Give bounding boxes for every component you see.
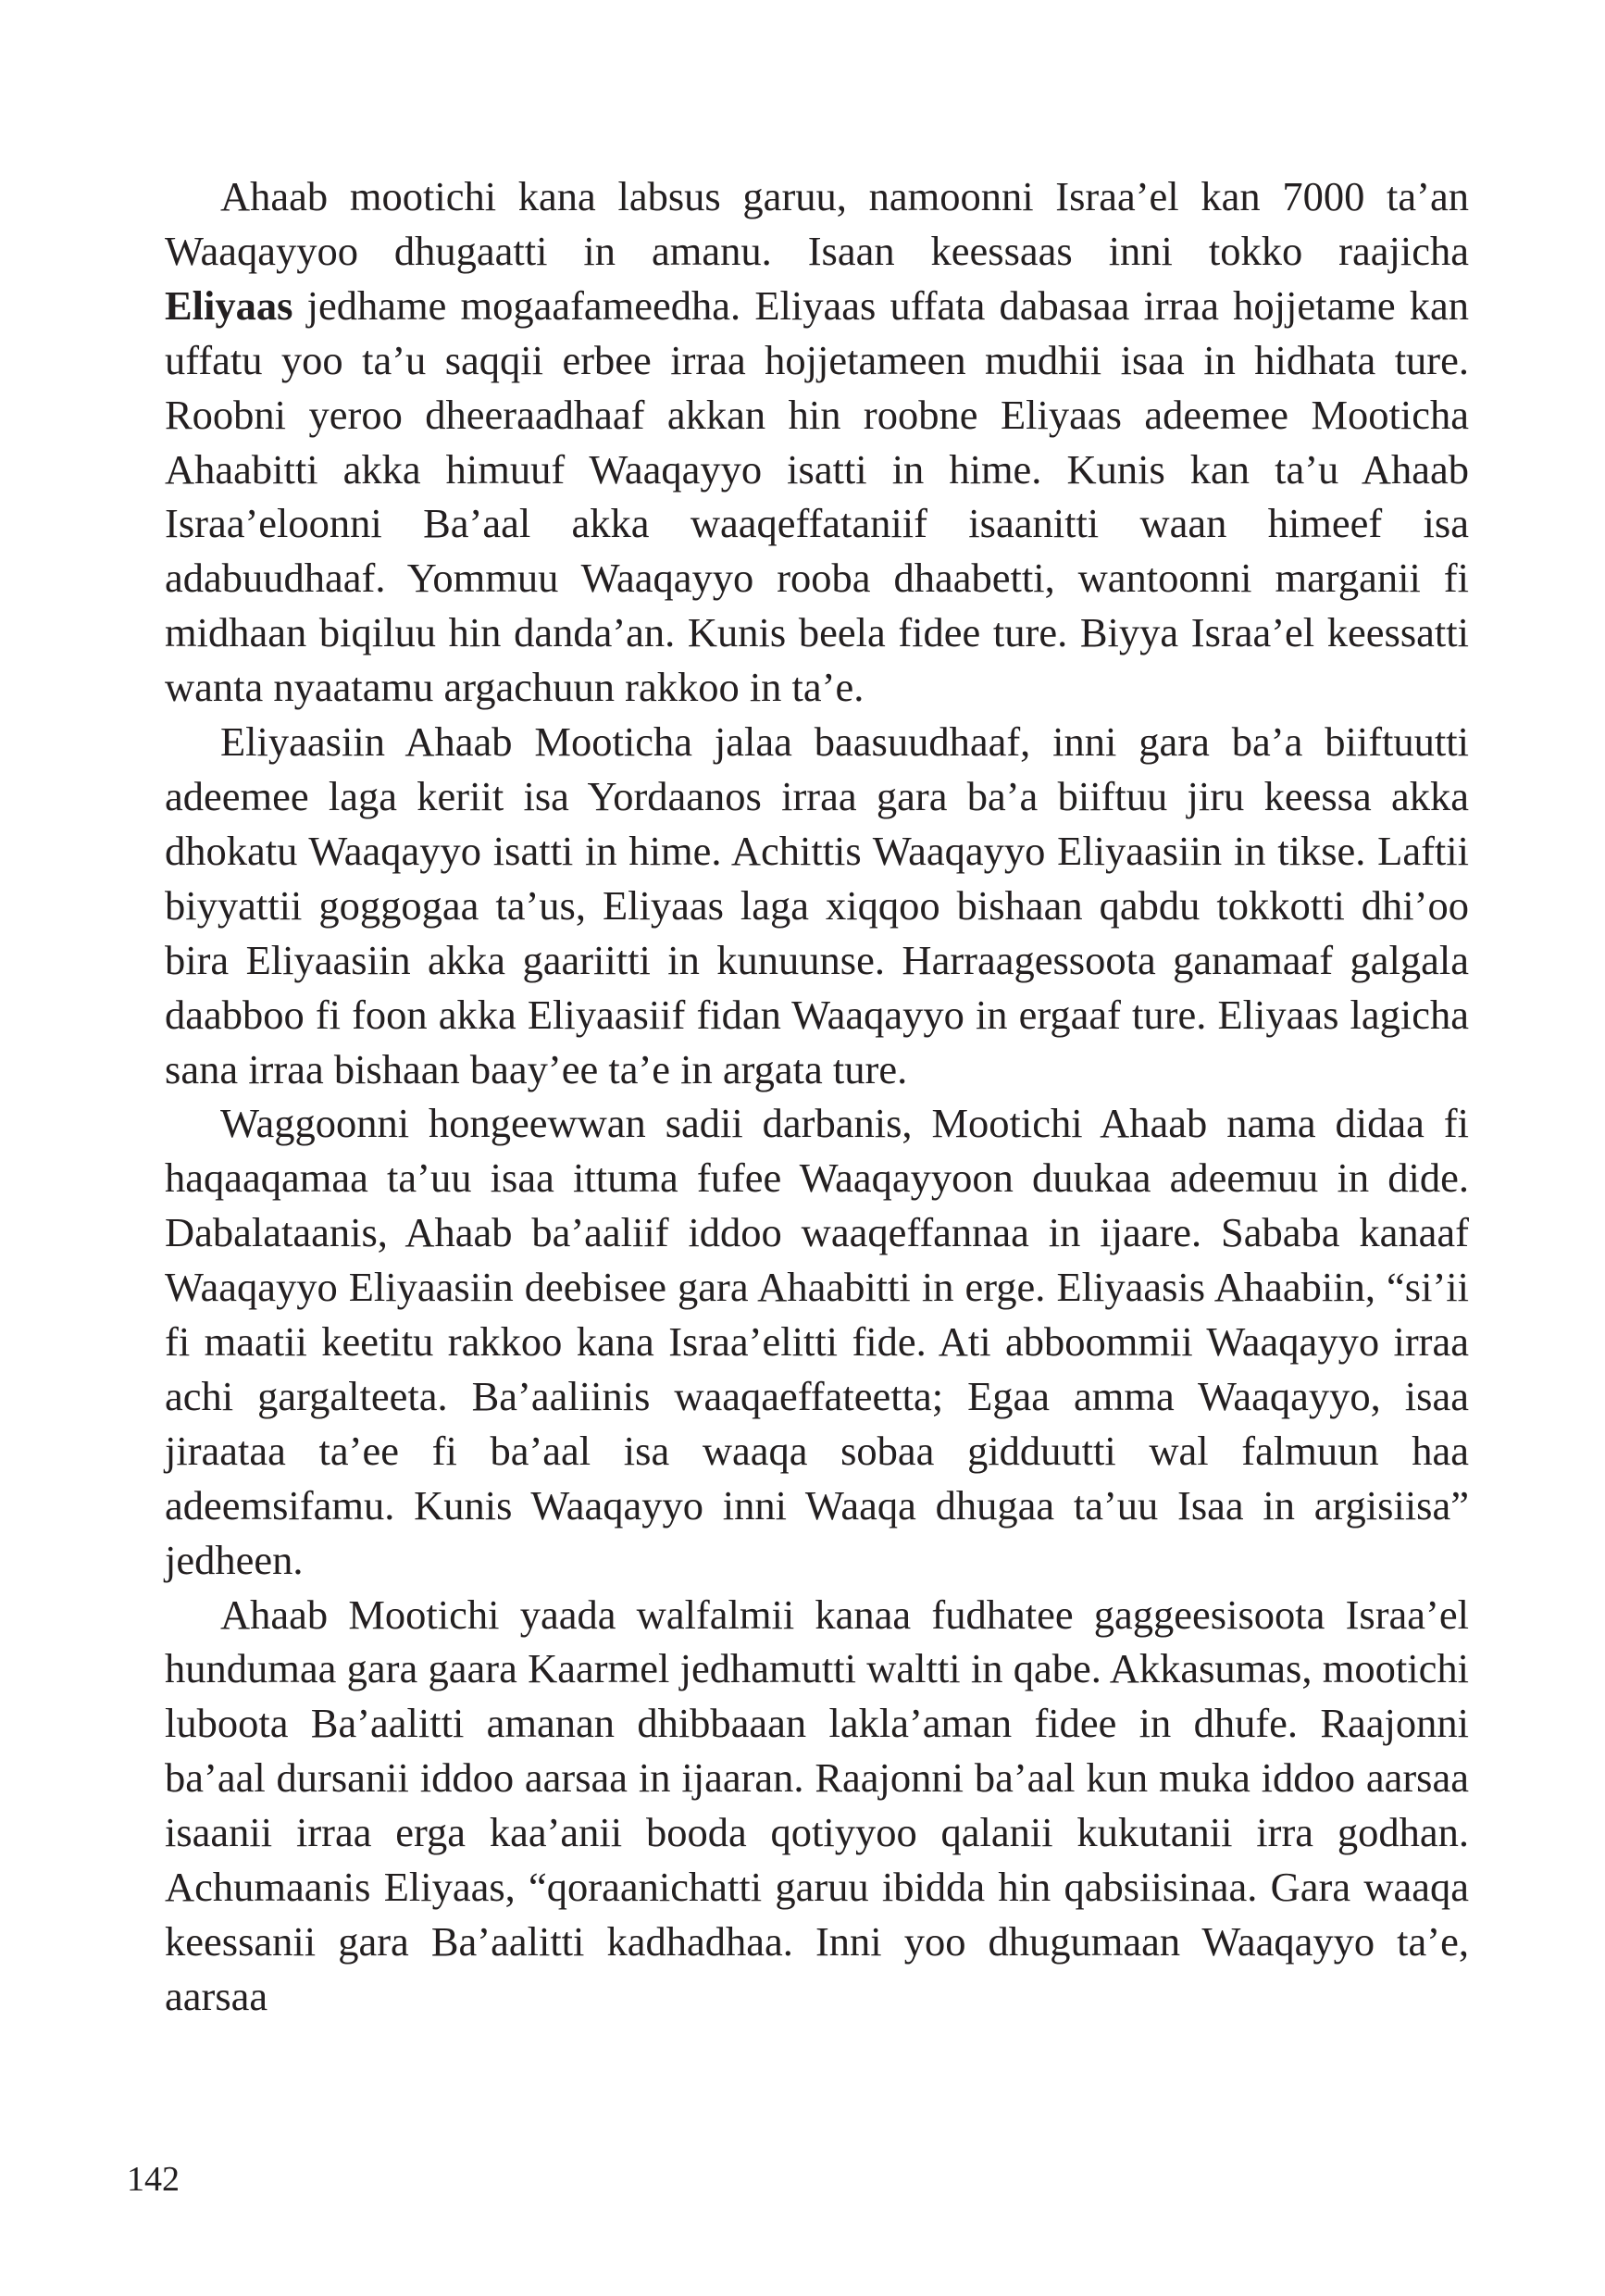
paragraph-3: Waggoonni hongeewwan sadii darbanis, Mootichi Ahaab nama didaa fi haqaaqamaa ta’uu isaa ittuma fufee Waaqayyoon duukaa adeemuu in dide. Dabalataanis, Ahaab ba’aaliif iddoo waaqeffannaa in ijaare. Sababa kanaaf Waaqayyo Eliyaasiin deebisee gara Ahaabitti in erge. Eliyaasis Ahaabiin, “si’ii fi maatii keetitu rakkoo kana Israa’elitti fide. Ati abboommii Waaqayyo irraa achi gargalteeta. Ba’aaliinis waaqaeffateetta; Egaa amma Waaqayyo, isaa jiraataa ta’ee fi ba’aal isa waaqa sobaa gidduutti wal falmuun haa adeemsifamu. Kunis Waaqayyo inni Waaqa dhugaa ta’uu Isaa in argisiisa” jedheen.	[165, 1100, 1469, 1583]
paragraph-4: Ahaab Mootichi yaada walfalmii kanaa fudhatee gaggeesisoota Israa’el hundumaa gara gaara Kaarmel jedhamutti waltti in qabe. Akkasumas, mootichi luboota Ba’aalitti amanan dhibbaaan lakla’aman fidee in dhufe. Raajonni ba’aal dursanii iddoo aarsaa in ijaaran. Raajonni ba’aal kun muka iddoo aarsaa isaanii irraa erga kaa’anii booda qotiyyoo qalanii kukutanii irra godhan. Achumaanis Eliyaas, “qoraanichatti garuu ibidda hin qabsiisinaa. Gara waaqa keessanii gara Ba’aalitti kadhadhaa. Inni yoo dhugumaan Waaqayyo ta’e, aarsaa	[165, 1591, 1469, 2019]
page-number: 142	[127, 2160, 180, 2199]
paragraph-1	[165, 169, 1469, 715]
paragraph-2: Eliyaasiin Ahaab Mooticha jalaa baasuudhaaf, inni gara ba’a biiftuutti adeemee laga keriit isa Yordaanos irraa gara ba’a biiftuu jiru keessa akka dhokatu Waaqayyo isatti in hime. Achittis Waaqayyo Eliyaasiin in tikse. Laftii biyyattii goggogaa ta’us, Eliyaas laga xiqqoo bishaan qabdu tokkotti dhi’oo bira Eliyaasiin akka gaariitti in kunuunse. Harraagessoota ganamaaf galgala daabboo fi foon akka Eliyaasiif fidan Waaqayyo in ergaaf ture. Eliyaas lagicha sana irraa bishaan baay’ee ta’e in argata ture.	[165, 718, 1469, 1092]
name-eliyaas-bold: Eliyaas	[165, 281, 293, 329]
paragraph-1-rest: jedhame mogaafameedha. Eliyaas uffata dabasaa irraa hojjetame kan uffatu yoo ta’u saqqii erbee irraa hojjetameen mudhii isaa in hidhata ture. Roobni yeroo dheeraadhaaf akkan hin roobne Eliyaas adeemee Mooticha Ahaabitti akka himuuf Waaqayyo isatti in hime. Kunis kan ta’u Ahaab Israa’eloonni Ba’aal akka waaqeffataniif isaanitti waan himeef isa adabuudhaaf. Yommuu Waaqayyo rooba dhaabetti, wantoonni marganii fi midhaan biqiluu hin danda’an. Kunis beela fidee ture. Biyya Israa’el keessatti wanta nyaatamu argachuun rakkoo in ta’e.	[165, 281, 1469, 711]
body-text	[165, 169, 1469, 2024]
paragraph-1-start: Ahaab mootichi kana labsus garuu, namoonni Israa’el kan 7000 ta’an Waaqayyoo dhugaatti in amanu. Isaan keessaas inni tokko raajicha	[165, 173, 1469, 274]
